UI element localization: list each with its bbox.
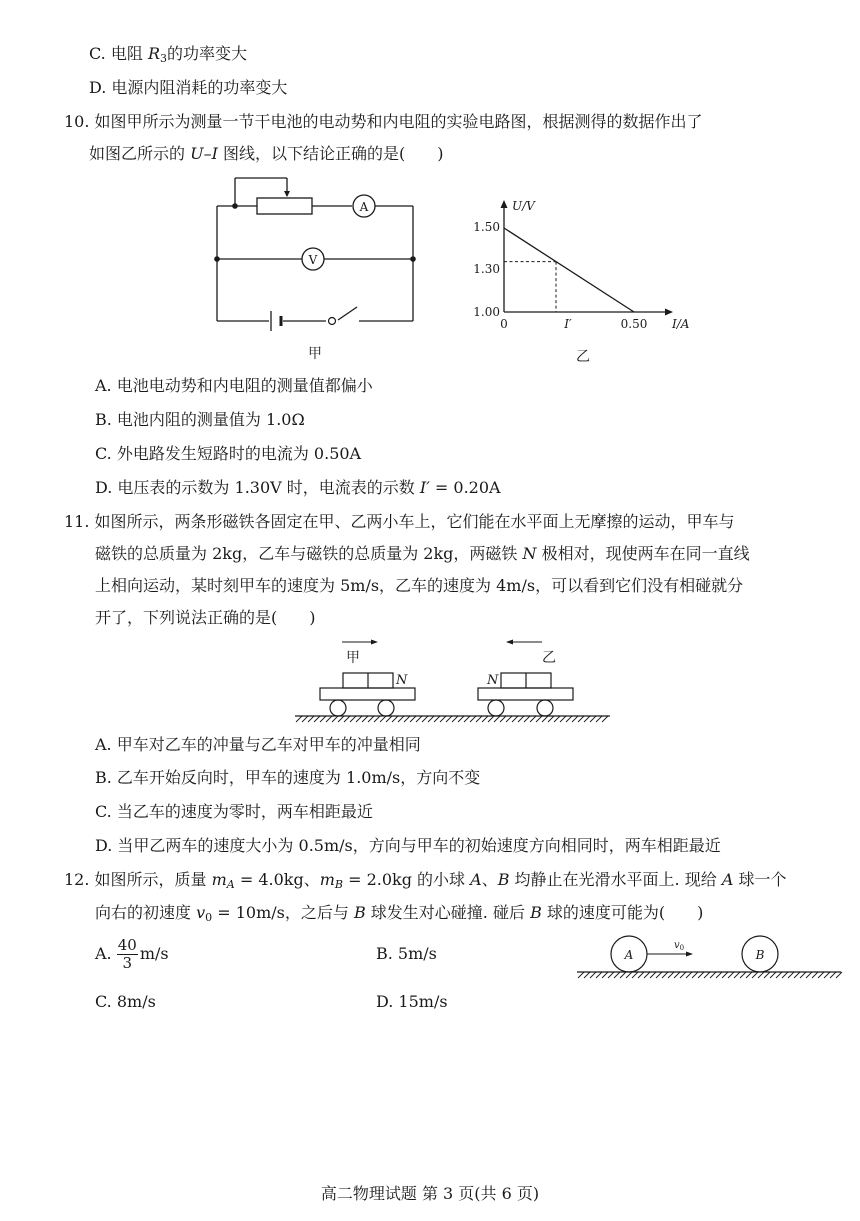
q10-option-b: B. 电池内阻的测量值为 1.0Ω bbox=[95, 410, 305, 429]
q11-option-b: B. 乙车开始反向时，甲车的速度为 1.0m/s，方向不变 bbox=[95, 768, 481, 787]
rheostat bbox=[257, 198, 312, 214]
circuit-caption: 甲 bbox=[308, 346, 322, 362]
q12-stem-line2: 向右的初速度 $v_0 = 10m/s$，之后与 B 球发生对心碰撞. 碰后 B 球的速度可能为( ) bbox=[95, 903, 704, 924]
y-tick-1.00: 1.00 bbox=[473, 305, 500, 319]
q12-option-c: C. 8m/s bbox=[95, 992, 156, 1011]
origin-label: 0 bbox=[500, 317, 508, 331]
y-tick-1.50: 1.50 bbox=[473, 220, 500, 234]
q12-option-b: B. 5m/s bbox=[376, 944, 437, 963]
x-tick-0.50: 0.50 bbox=[620, 317, 648, 331]
ball-a-label: A bbox=[624, 948, 634, 962]
circuit-diagram bbox=[205, 170, 435, 370]
y-tick-1.30: 1.30 bbox=[473, 262, 500, 276]
battery-symbol bbox=[271, 311, 281, 331]
switch-symbol bbox=[329, 318, 336, 325]
cart-b-wheel bbox=[537, 700, 553, 716]
q11-option-c: C. 当乙车的速度为零时，两车相距最近 bbox=[95, 802, 373, 821]
q10-option-c: C. 外电路发生短路时的电流为 0.50A bbox=[95, 444, 362, 463]
q10-option-a: A. 电池电动势和内电阻的测量值都偏小 bbox=[95, 376, 373, 395]
cart-b-label: 乙 bbox=[542, 650, 556, 666]
q9-option-c: C. 电阻 $R_3$的功率变大 bbox=[89, 44, 247, 65]
magnet-b-pole: N bbox=[487, 673, 499, 688]
ball-b-label: B bbox=[755, 948, 765, 962]
ground-hatching bbox=[296, 716, 608, 722]
q10-option-d: D. 电压表的示数为 1.30V 时，电流表的示数 I′ = 0.20A bbox=[95, 478, 501, 497]
q12-stem-line1: 12. 如图所示，质量 $m_A = 4.0kg$、$m_B = 2.0kg$ 的小球 A、B 均静止在光滑水平面上. 现给 A 球一个 bbox=[64, 870, 787, 891]
cart-b-wheel bbox=[488, 700, 504, 716]
balls-figure bbox=[575, 928, 845, 988]
q9-option-d: D. 电源内阻消耗的功率变大 bbox=[89, 78, 288, 97]
velocity-label: $v_0$ bbox=[674, 940, 685, 952]
q11-stem-line3: 上相向运动，某时刻甲车的速度为 5m/s，乙车的速度为 4m/s，可以看到它们没有相碰就分 bbox=[95, 576, 744, 595]
x-tick-i-prime: I′ bbox=[564, 317, 572, 331]
q11-stem-line1: 11. 如图所示，两条形磁铁各固定在甲、乙两小车上，它们能在水平面上无摩擦的运动，甲车与 bbox=[64, 512, 735, 531]
cart-a-wheel bbox=[378, 700, 394, 716]
q10-stem-line2: 如图乙所示的 U–I 图线，以下结论正确的是( ) bbox=[89, 144, 444, 163]
graph-caption: 乙 bbox=[576, 349, 590, 365]
page-footer: 高二物理试题 第 3 页(共 6 页) bbox=[320, 1184, 540, 1203]
q12-option-d: D. 15m/s bbox=[376, 992, 448, 1011]
magnet-carts-figure bbox=[290, 632, 620, 727]
cart-a-wheel bbox=[330, 700, 346, 716]
x-axis-label: I/A bbox=[672, 317, 690, 331]
q10-stem-line1: 10. 如图甲所示为测量一节干电池的电动势和内电阻的实验电路图，根据测得的数据作出了 bbox=[64, 112, 703, 131]
q12-option-a: A. $\frac{40}{3}$ m/s bbox=[95, 936, 169, 972]
y-axis-label: U/V bbox=[512, 199, 535, 213]
q11-stem-line4: 开了，下列说法正确的是( ) bbox=[95, 608, 316, 627]
cart-b-body bbox=[478, 688, 573, 700]
cart-a-label: 甲 bbox=[346, 650, 360, 666]
ground-hatching bbox=[578, 972, 842, 978]
ammeter-label: A bbox=[359, 200, 369, 214]
fraction-40-over-3: $\frac{40}{3}$ bbox=[117, 936, 137, 972]
q11-stem-line2: 磁铁的总质量为 2kg，乙车与磁铁的总质量为 2kg，两磁铁 N 极相对，现使两车在同一直线 bbox=[95, 544, 750, 563]
q11-option-a: A. 甲车对乙车的冲量与乙车对甲车的冲量相同 bbox=[95, 735, 421, 754]
ui-data-line bbox=[504, 228, 634, 312]
magnet-a-pole: N bbox=[396, 673, 408, 688]
voltmeter-label: V bbox=[308, 253, 318, 267]
ui-graph bbox=[460, 190, 710, 370]
cart-a-body bbox=[320, 688, 415, 700]
q11-option-d: D. 当甲乙两车的速度大小为 0.5m/s，方向与甲车的初始速度方向相同时，两车相距最近 bbox=[95, 836, 721, 855]
